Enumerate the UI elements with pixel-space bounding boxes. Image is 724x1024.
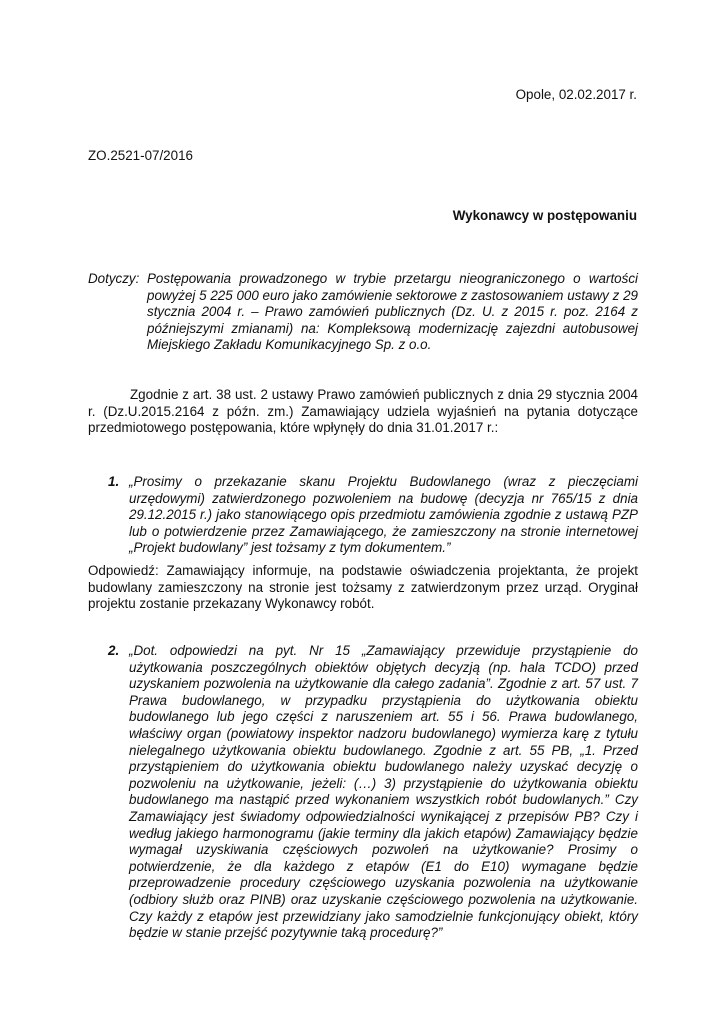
recipient: Wykonawcy w postępowaniu	[452, 208, 637, 223]
answer-1: Odpowiedź: Zamawiający informuje, na podstawie oświadczenia projektanta, że projekt budowlany zamieszczony na stronie jest tożsamy z zatwierdzonym przez urząd. Oryginał projektu zostanie przekazany Wykonawcy robót.	[88, 563, 638, 612]
question-text: „Prosimy o przekazanie skanu Projektu Budowlanego (wraz z pieczęciami urzędowymi) zatwierdzonego pozwoleniem na budowę (decyzja nr 765/15 z dnia 29.12.2015 r.) jako stanowiącego opis przedmiotu zamówienia zgodnie z ustawą PZP lub o potwierdzenie przez Zamawiającego, że zamieszczony na stronie internetowej „Projekt budowlany” jest tożsamy z tym dokumentem.”	[129, 474, 638, 556]
intro-paragraph: Zgodnie z art. 38 ust. 2 ustawy Prawo zamówień publicznych z dnia 29 stycznia 2004 r. (Dz.U.2015.2164 z późn. zm.) Zamawiający udziela wyjaśnień na pytania dotyczące przedmiotowego postępowania, które wpłynęły do dnia 31.01.2017 r.:	[88, 387, 638, 436]
question-text: „Dot. odpowiedzi na pyt. Nr 15 „Zamawiający przewiduje przystąpienie do użytkowania poszczególnych obiektów objętych decyzją (np. hala TCDO) przed uzyskaniem pozwolenia na użytkowanie dla całego zadania”. Zgodnie z art. 57 ust. 7 Prawa budowlanego, w przypadku przystąpienia do użytkowania obiektu budowlanego lub jego części z naruszeniem art. 55 i 56. Prawa budowlanego, właściwy organ (powiatowy inspektor nadzoru budowlanego) wymierza karę z tytułu nielegalnego użytkowania obiektu budowlanego. Zgodnie z art. 55 PB, „1. Przed przystąpieniem do użytkowania obiektu budowlanego należy uzyskać decyzję o pozwoleniu na użytkowanie, jeżeli: (…) 3) przystąpienie do użytkowania obiektu budowlanego ma nastąpić przed wykonaniem wszystkich robót budowlanych.” Czy Zamawiający jest świadomy odpowiedzialności wynikającej z przepisów PB? Czy i według jakiego harmonogramu (jakie terminy dla jakich etapów) Zamawiający będzie wymagał uzyskiwania częściowych pozwoleń na użytkowanie? Prosimy o potwierdzenie, że dla każdego z etapów (E1 do E10) wymagane będzie przeprowadzenie procedury częściowego uzyskania pozwolenia na użytkowanie (odbiory służb oraz PINB) oraz uzyskanie częściowego pozwolenia na użytkowanie. Czy każdy z etapów jest przewidziany jako samodzielnie funkcjonujący obiekt, który będzie w stanie przejść pozytywnie taką procedurę?”	[129, 643, 638, 941]
question-1	[108, 474, 638, 557]
subject-block	[88, 271, 638, 354]
question-2	[108, 643, 638, 942]
reference-number: ZO.2521-07/2016	[88, 148, 193, 163]
subject-label: Dotyczy:	[88, 271, 140, 286]
question-number: 1.	[108, 474, 120, 489]
subject-text: Postępowania prowadzonego w trybie przetargu nieograniczonego o wartości powyżej 5 225 000 euro jako zamówienie sektorowe z zastosowaniem ustawy z 29 stycznia 2004 r. – Prawo zamówień publicznych (Dz. U. z 2015 r. poz. 2164 z późniejszymi zmianami) na: Kompleksową modernizację zajezdni autobusowej Miejskiego Zakładu Komunikacyjnego Sp. z o.o.	[147, 271, 638, 353]
question-number: 2.	[108, 643, 120, 658]
place-date: Opole, 02.02.2017 r.	[515, 87, 637, 102]
